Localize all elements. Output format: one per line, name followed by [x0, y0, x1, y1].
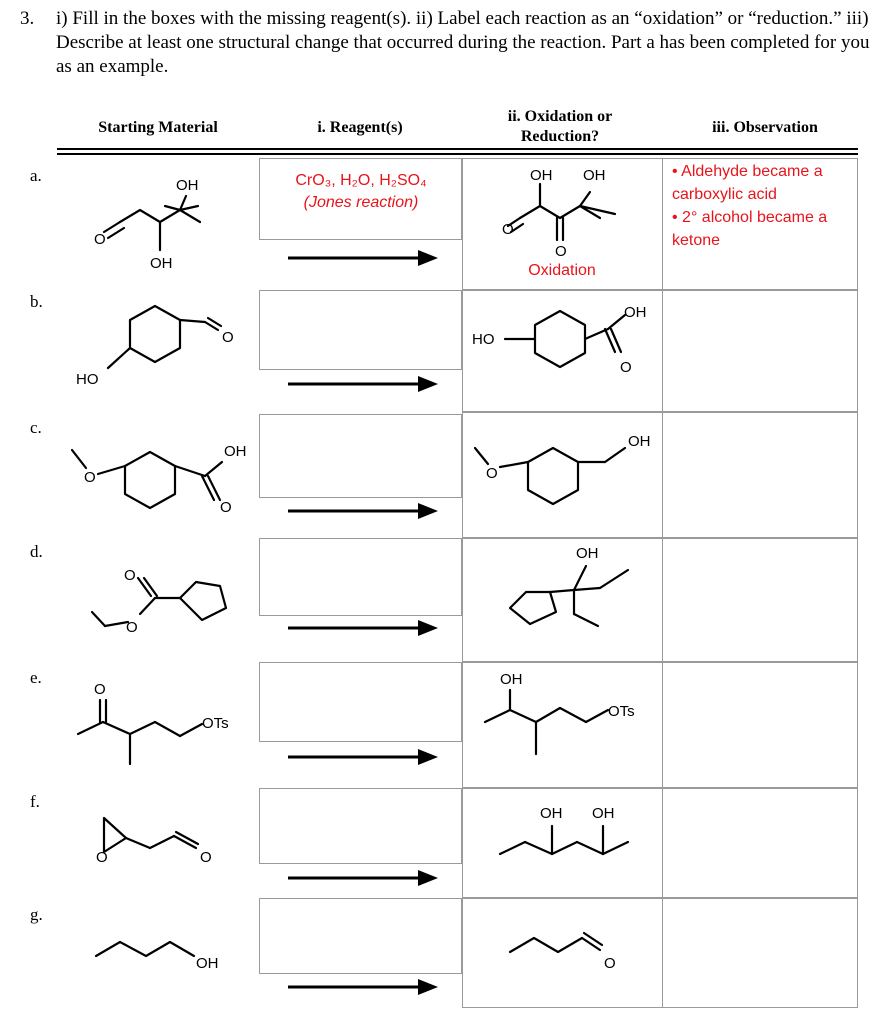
- atom-label: O: [94, 681, 106, 698]
- atom-label: OH: [540, 805, 563, 822]
- example-reagent-name: (Jones reaction): [303, 194, 419, 211]
- structure-d-start: [92, 567, 226, 636]
- structure-c-product: [475, 433, 651, 504]
- atom-label: O: [94, 231, 106, 248]
- atom-label: OH: [500, 671, 523, 688]
- header-reagents: i. Reagent(s): [317, 119, 403, 136]
- structure-e-start: [78, 681, 229, 764]
- structure-e-product: [485, 671, 635, 754]
- atom-label: OH: [628, 433, 651, 450]
- atom-label: O: [84, 469, 96, 486]
- atom-label: HO: [76, 371, 99, 388]
- atom-label: O: [96, 849, 108, 866]
- row-label-d: d.: [30, 542, 43, 561]
- example-observation-2: • 2° alcohol became a ketone: [672, 209, 828, 249]
- structure-b-product: [472, 304, 647, 376]
- atom-label: O: [124, 567, 136, 584]
- atom-label: OH: [530, 167, 553, 184]
- header-ox-red-line1: ii. Oxidation or: [507, 108, 613, 125]
- row-label-a: a.: [30, 166, 42, 185]
- atom-label: O: [200, 849, 212, 866]
- atom-label: O: [502, 221, 514, 238]
- atom-label: O: [604, 955, 616, 972]
- atom-label: OH: [624, 304, 647, 321]
- structure-a-product: [502, 167, 615, 260]
- header-observation: iii. Observation: [712, 119, 818, 136]
- atom-label: O: [486, 465, 498, 482]
- atom-label: O: [620, 359, 632, 376]
- atom-label: O: [555, 243, 567, 260]
- structure-f-product: [500, 805, 628, 854]
- atom-label: OH: [576, 545, 599, 562]
- row-label-c: c.: [30, 418, 42, 437]
- structure-g-start: [96, 942, 219, 972]
- example-observation-1: • Aldehyde became a carboxylic acid: [672, 163, 823, 203]
- atom-label: OH: [592, 805, 615, 822]
- atom-label: O: [220, 499, 232, 516]
- row-label-f: f.: [30, 792, 40, 811]
- example-reagent-formula: CrO₃, H₂O, H₂SO₄: [295, 172, 427, 189]
- atom-label: O: [126, 619, 138, 636]
- atom-label: OTs: [202, 715, 229, 732]
- atom-label: OH: [196, 955, 219, 972]
- structure-d-product: [510, 545, 628, 626]
- example-answer: Oxidation: [528, 262, 596, 279]
- atom-label: O: [222, 329, 234, 346]
- structure-c-start: [72, 443, 247, 516]
- atom-label: OTs: [608, 703, 635, 720]
- atom-label: OH: [176, 177, 199, 194]
- row-label-e: e.: [30, 668, 42, 687]
- question-number: 3.: [20, 8, 35, 29]
- atom-label: OH: [583, 167, 606, 184]
- row-label-g: g.: [30, 905, 43, 924]
- structure-b-start: [76, 306, 234, 388]
- header-starting-material: Starting Material: [98, 119, 218, 136]
- header-ox-red-line2: Reduction?: [520, 128, 600, 145]
- question-body: i) Fill in the boxes with the missing reagent(s). ii) Label each reaction as an “oxidation” or “reduction.” iii) Describe at least one structural change that occurred during the reaction. Part a has been completed for you as an example.: [56, 8, 870, 77]
- atom-label: HO: [472, 331, 495, 348]
- structure-g-product: [510, 933, 616, 972]
- structure-a-start: [94, 177, 200, 272]
- atom-label: OH: [150, 255, 173, 272]
- structure-f-start: [96, 818, 212, 866]
- row-label-b: b.: [30, 292, 43, 311]
- atom-label: OH: [224, 443, 247, 460]
